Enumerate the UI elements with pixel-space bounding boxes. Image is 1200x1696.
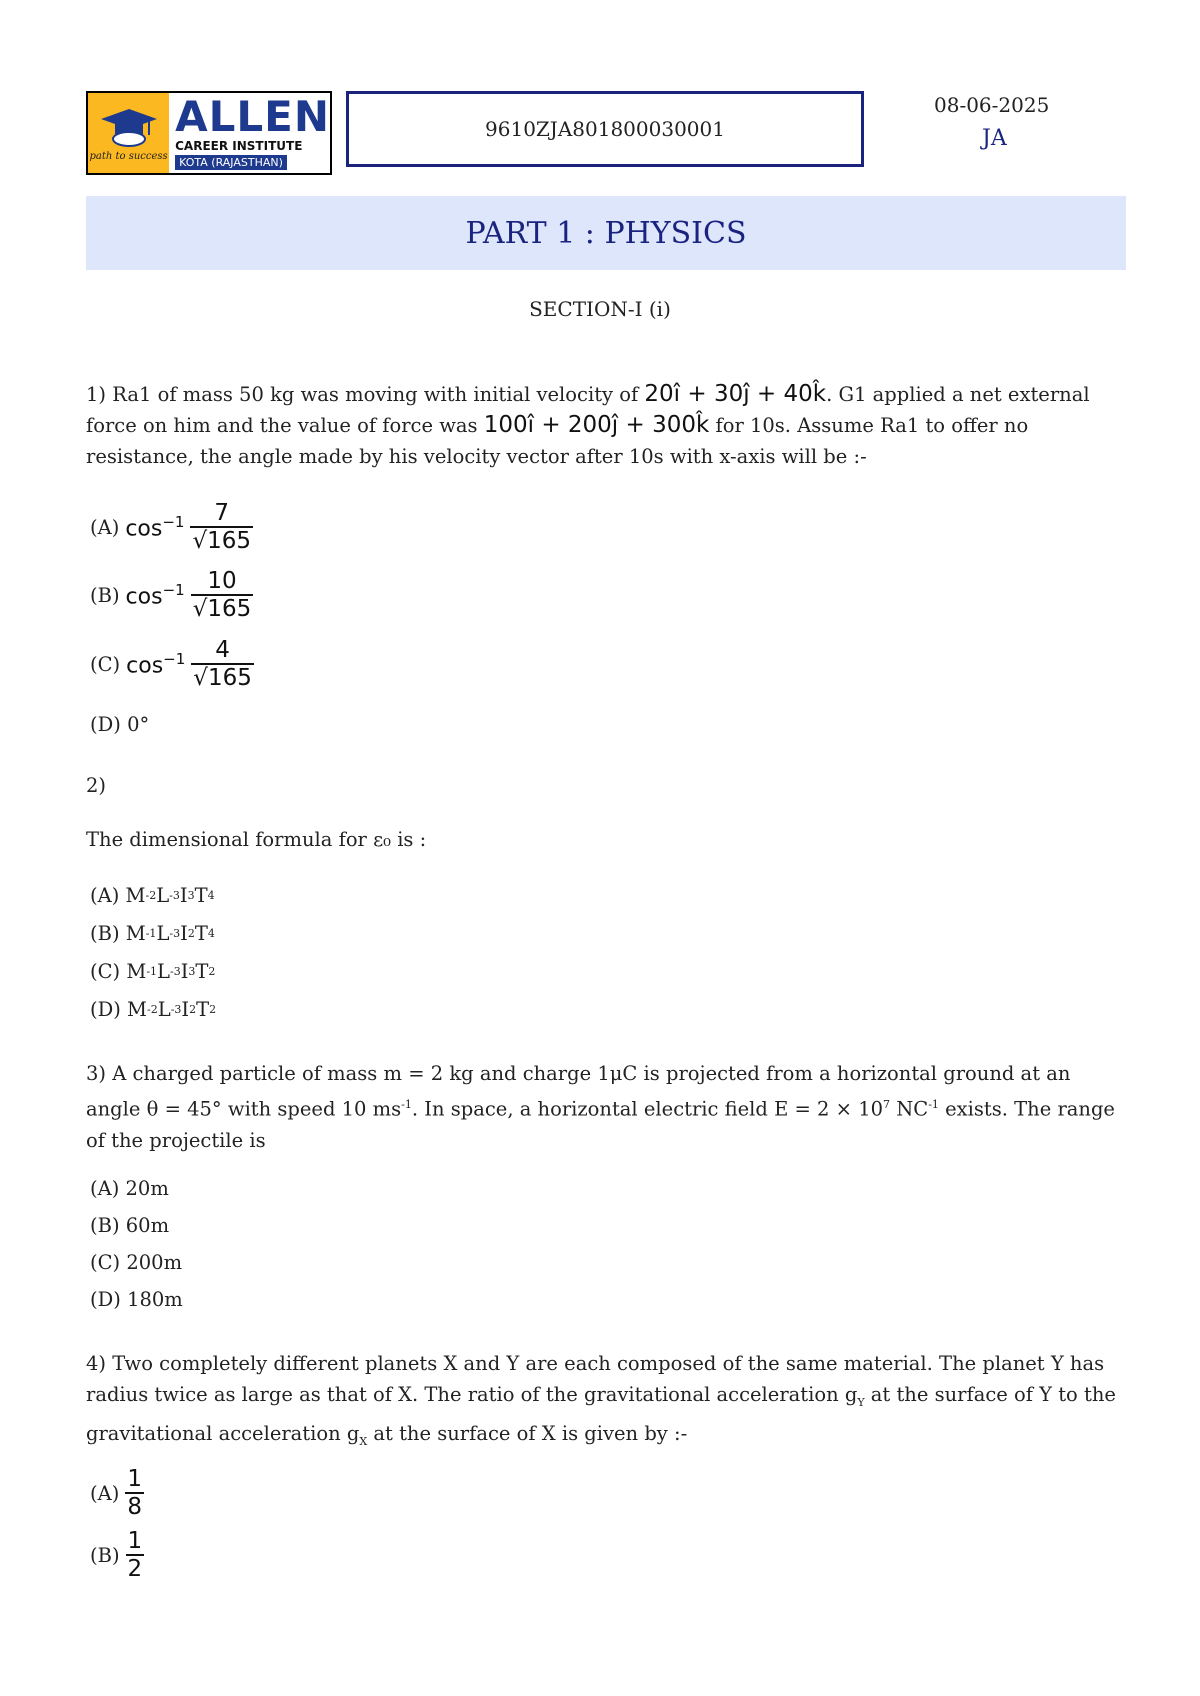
q4-option-b[interactable]: (B) $\frac{1}{2}$ [90,1528,143,1582]
paper-code-box [346,91,864,167]
question-3-text: 3) A charged particle of mass m = 2 kg and charge 1μC is projected from a horizontal ground at an angle θ = 45° with speed 10 $ms^{-1}$. In space, a horizontal electric field $E = 2 \times 10^7$ $NC^{-1}$ exists. The range of the projectile is [86,1062,1115,1152]
q1-option-a[interactable]: (A) $\cos^{-1}$ $\frac{7}{√165}$ [90,500,252,554]
q3-option-b[interactable]: (B) 60m [90,1214,170,1237]
force-vector: 100î + 200ĵ + 300k̂ [483,412,710,438]
part-title-band [86,196,1126,270]
q3-option-c[interactable]: (C) 200m [90,1251,183,1274]
logo-location: KOTA (RAJASTHAN) [175,155,287,170]
exam-date: 08-06-2025 [934,93,1050,117]
q2-option-a[interactable]: (A) M -2 L -3 I 3 T 4 [90,884,215,907]
question-2-number: 2) [86,774,107,797]
graduation-cap-icon [99,105,159,149]
q4-option-a[interactable]: (A) $\frac{1}{8}$ [90,1466,142,1520]
logo-subtitle: CAREER INSTITUTE [175,138,303,153]
q2-option-d[interactable]: (D) M -2 L -3 I 2 T 2 [90,998,217,1021]
logo-emblem [88,93,169,173]
q1-option-b[interactable]: (B) $\cos^{-1}$ $\frac{10}{√165}$ [90,568,252,622]
q3-option-a[interactable]: (A) 20m [90,1177,169,1200]
q2-option-c[interactable]: (C) M -1 L -3 I 3 T 2 [90,960,216,983]
q3-option-d[interactable]: (D) 180m [90,1288,183,1311]
allen-logo [86,91,332,175]
q2-option-b[interactable]: (B) M -1 L -3 I 2 T 4 [90,922,215,945]
question-2-text: The dimensional formula for ε₀ is : [86,828,427,851]
logo-tagline: path to success [89,150,168,162]
batch-code: JA [982,126,1007,151]
paper-code: 9610ZJA801800030001 [485,117,725,141]
question-1-text: 1) Ra1 of mass 50 kg was moving with initial velocity of 20î + 30ĵ + 40k̂. G1 applied a net external force on him and the value of force was 100î + 200ĵ + 300k̂ for 10s. Assume Ra1 to offer no resistance, the angle made by his velocity vector after 10s with x-axis will be :- [86,381,1090,468]
part-title: PART 1 : PHYSICS [465,215,747,251]
section-title: SECTION-I (i) [529,297,671,321]
question-4-text: 4) Two completely different planets X and Y are each composed of the same material. The planet Y has radius twice as large as that of X. The ratio of the gravitational acceleration $g_Y$ at the surface of Y to the gravitational acceleration $g_X$ at the surface of X is given by :- [86,1352,1116,1448]
q1-option-c[interactable]: (C) $\cos^{-1}$ $\frac{4}{√165}$ [90,637,252,691]
logo-brand: ALLEN [175,91,330,141]
q1-option-d[interactable]: (D) 0° [90,713,150,736]
velocity-vector: 20î + 30ĵ + 40k̂ [644,381,827,407]
